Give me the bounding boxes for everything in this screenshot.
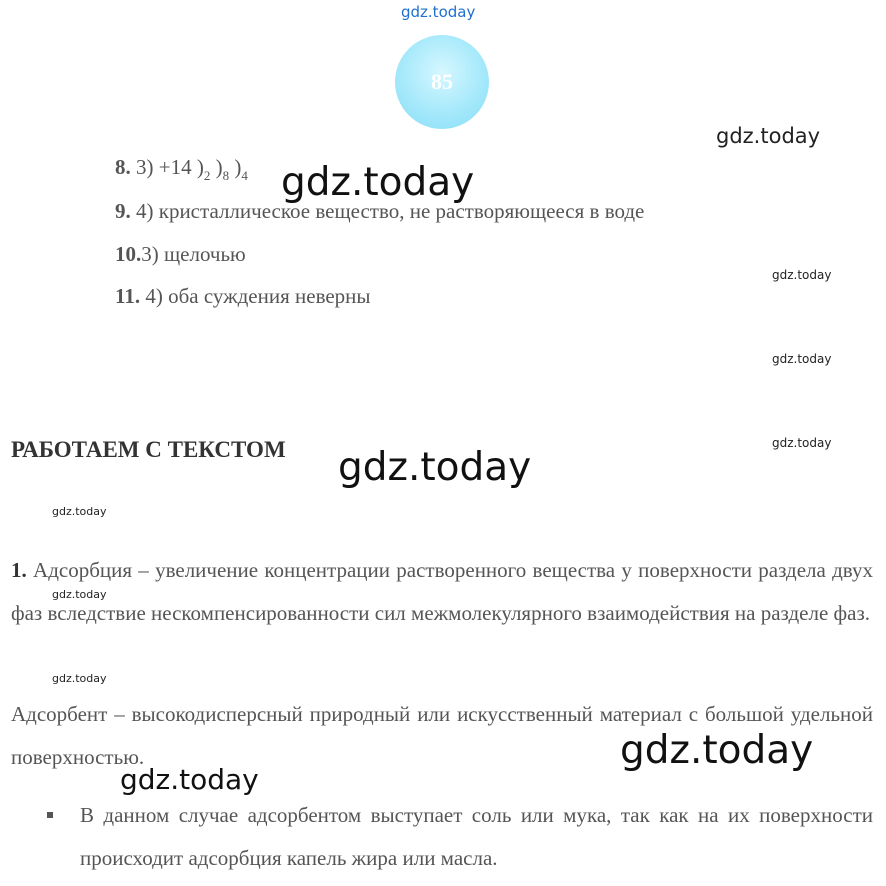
answer-text: 4) кристаллическое вещество, не растворяющееся в воде <box>136 199 645 223</box>
answer-item <box>115 199 644 224</box>
watermark: gdz.today <box>52 672 107 685</box>
bullet-text: В данном случае адсорбентом выступает соль или мука, так как на их поверхности происходит адсорбция капель жира или масла. <box>80 803 873 870</box>
answer-text: 4) оба суждения неверны <box>145 284 371 308</box>
answer-text: 3) щелочью <box>141 242 246 266</box>
page-number-badge <box>395 35 489 129</box>
watermark: gdz.today <box>772 436 832 450</box>
watermark: gdz.today <box>620 728 814 773</box>
answer-item <box>115 242 246 267</box>
watermark: gdz.today <box>772 268 832 282</box>
bullet-marker <box>47 812 53 818</box>
subscript: 4 <box>241 168 248 183</box>
subscript: 2 <box>203 168 211 183</box>
paragraph-text: Адсорбент – высокодисперсный природный или искусственный материал с большой удельной поверхностью. <box>11 702 873 769</box>
paragraph <box>11 549 873 635</box>
answer-text: ) <box>210 155 223 179</box>
watermark: gdz.today <box>716 124 821 148</box>
section-heading: РАБОТАЕМ С ТЕКСТОМ <box>11 437 286 462</box>
watermark: gdz.today <box>52 588 107 601</box>
watermark: gdz.today <box>772 352 832 366</box>
answer-text: ) <box>229 155 242 179</box>
watermark: gdz.today <box>52 505 107 518</box>
watermark: gdz.today <box>281 160 475 205</box>
watermark-top: gdz.today <box>401 3 476 21</box>
watermark: gdz.today <box>338 445 532 490</box>
bullet-item <box>80 794 873 880</box>
answer-number: 10. <box>115 242 142 266</box>
answer-item <box>115 284 371 309</box>
answer-text: 3) +14 ) <box>136 155 204 179</box>
paragraph <box>11 693 873 779</box>
paragraph-text: Адсорбция – увеличение концентрации растворенного вещества у поверхности раздела двух фаз вследствие нескомпенсированности сил межмолекулярного взаимодействия на разделе фаз. <box>11 558 874 625</box>
paragraph-number: 1. <box>11 558 27 582</box>
watermark: gdz.today <box>120 763 259 796</box>
answer-item <box>115 155 248 183</box>
answer-number: 11. <box>115 284 141 308</box>
page-number: 85 <box>431 69 453 94</box>
answer-number: 8. <box>115 155 131 179</box>
answer-number: 9. <box>115 199 131 223</box>
subscript: 8 <box>222 168 230 183</box>
